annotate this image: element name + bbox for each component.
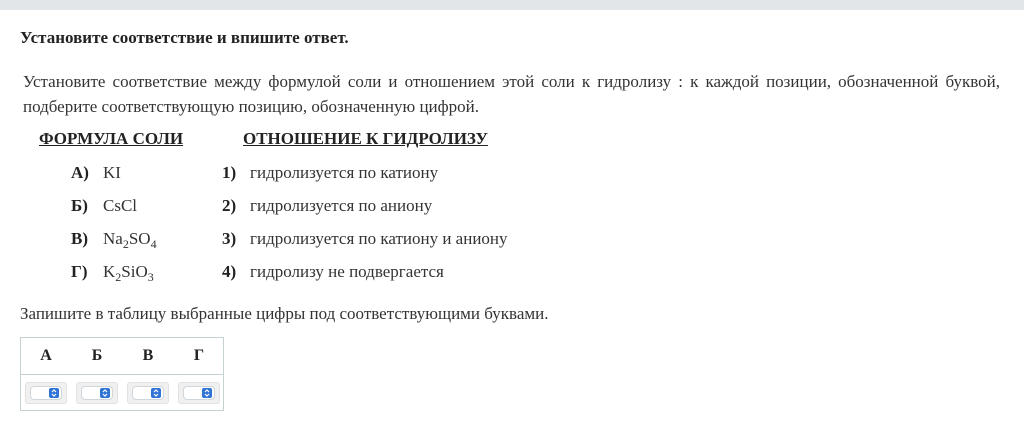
formula-key: В)	[71, 229, 88, 248]
formula-key: Г)	[71, 262, 88, 281]
select-arrows-icon[interactable]	[49, 388, 59, 398]
select-arrows-icon[interactable]	[202, 388, 212, 398]
formula-key: Б)	[71, 196, 88, 215]
answer-header-v: В	[142, 347, 154, 364]
answer-select-b[interactable]	[76, 382, 118, 404]
answer-table-divider	[21, 374, 223, 375]
formula-key: А)	[71, 163, 89, 182]
select-arrows-icon[interactable]	[100, 388, 110, 398]
select-box[interactable]	[132, 386, 164, 400]
answer-instruction: Запишите в таблицу выбранные цифры под соответствующими буквами.	[20, 304, 549, 323]
option-text: гидролизуется по катиону и аниону	[250, 229, 508, 248]
select-box[interactable]	[30, 386, 62, 400]
answer-header-b: Б	[91, 347, 103, 364]
column-header-formula: ФОРМУЛА СОЛИ	[39, 129, 184, 148]
option-number: 2)	[222, 196, 237, 215]
answer-table	[20, 337, 224, 411]
option-number: 4)	[222, 262, 237, 281]
answer-select-v[interactable]	[127, 382, 169, 404]
formula-value: $Na_2SO_4$	[103, 229, 157, 251]
formula-value: $K_2SiO_3$	[103, 262, 154, 284]
option-text: гидролизуется по катиону	[250, 163, 439, 182]
answer-select-g[interactable]	[178, 382, 220, 404]
option-text: гидролизуется по аниону	[250, 196, 433, 215]
answer-header-a: А	[40, 347, 52, 364]
column-header-hydrolysis: ОТНОШЕНИЕ К ГИДРОЛИЗУ	[243, 129, 488, 148]
select-box[interactable]	[183, 386, 215, 400]
option-text: гидролизу не подвергается	[250, 262, 444, 281]
top-bar	[0, 0, 1024, 10]
formula-value: CsCl	[103, 196, 138, 215]
select-arrows-icon[interactable]	[151, 388, 161, 398]
answer-select-a[interactable]	[25, 382, 67, 404]
option-number: 1)	[222, 163, 237, 182]
formula-value: KI	[103, 163, 121, 182]
answer-header-g: Г	[193, 347, 205, 364]
option-number: 3)	[222, 229, 237, 248]
task-text: Установите соответствие между формулой соли и отношением этой соли к гидролизу : к каждой позиции, обозначенной буквой, подберите соответствующую позицию, обозначенную цифрой.	[23, 72, 1000, 116]
task-title: Установите соответствие и впишите ответ.	[20, 28, 349, 47]
select-box[interactable]	[81, 386, 113, 400]
